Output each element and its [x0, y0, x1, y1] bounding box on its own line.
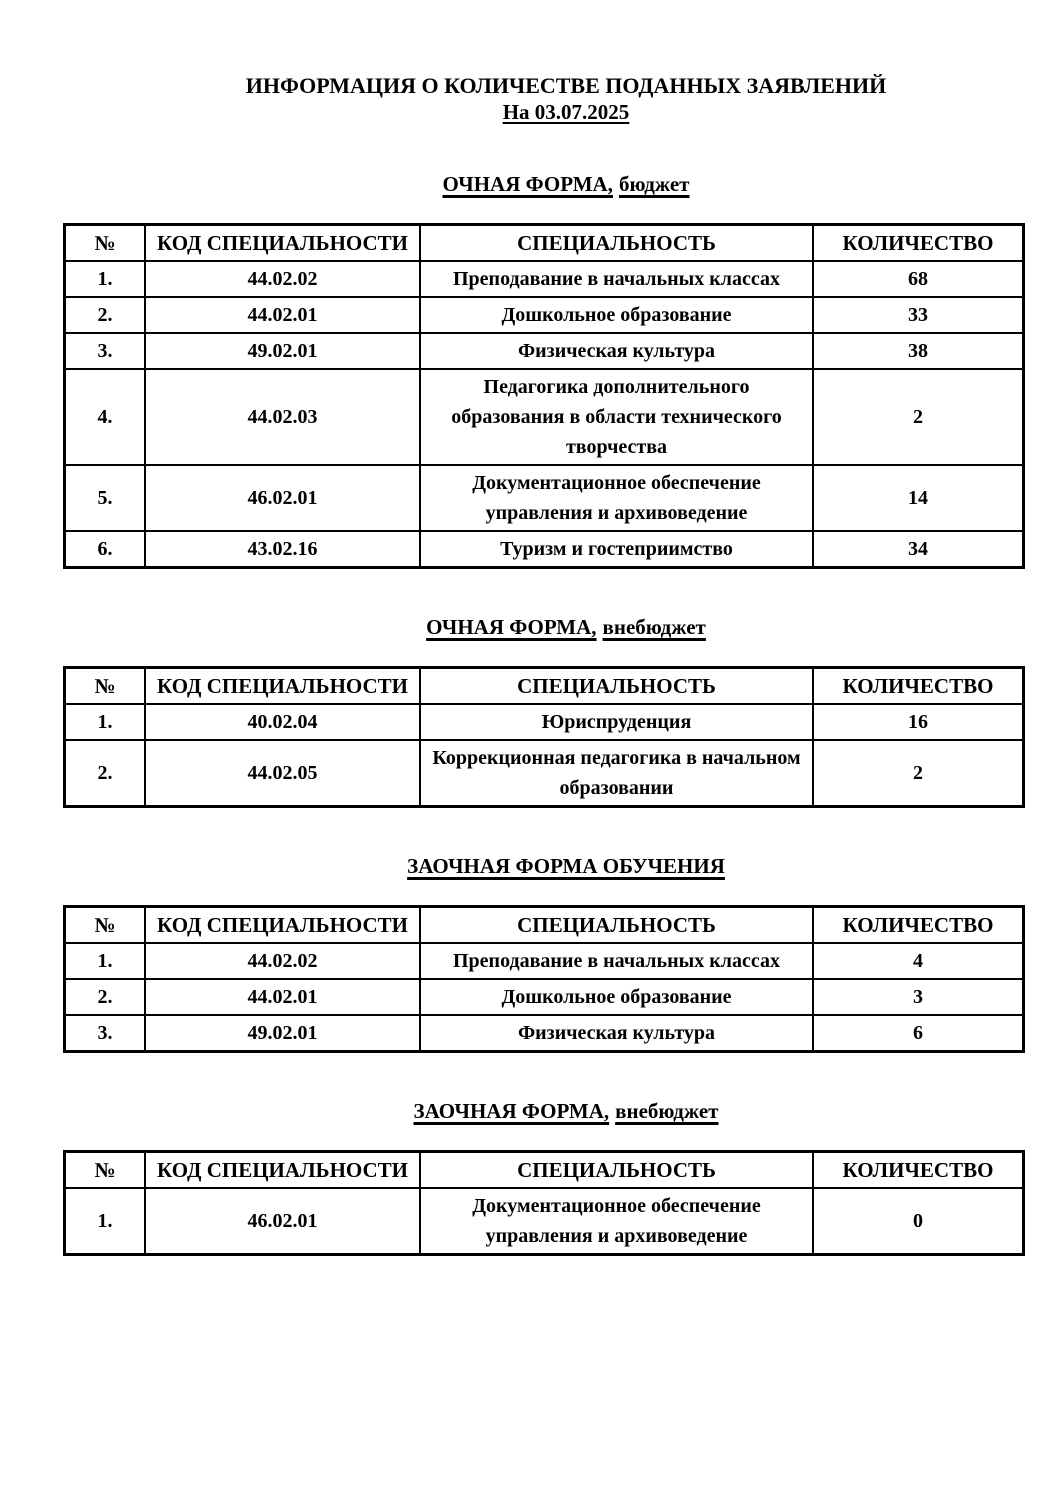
application-count: 16	[813, 704, 1024, 740]
section-correspondence-study	[63, 854, 995, 1053]
specialty-name: Дошкольное образование	[420, 979, 813, 1015]
table-header-row	[65, 225, 1024, 262]
section-heading-main: ОЧНАЯ ФОРМА,	[426, 615, 597, 639]
col-header-code: КОД СПЕЦИАЛЬНОСТИ	[145, 225, 420, 262]
specialty-code: 44.02.05	[145, 740, 420, 807]
specialty-code: 44.02.01	[145, 297, 420, 333]
table-row	[65, 465, 1024, 531]
specialty-code: 44.02.02	[145, 261, 420, 297]
report-date: На 03.07.2025	[502, 100, 630, 124]
row-number: 4.	[65, 369, 146, 465]
application-count: 34	[813, 531, 1024, 568]
table-row	[65, 943, 1024, 979]
specialty-name: Туризм и гостеприимство	[420, 531, 813, 568]
applications-table	[63, 223, 1025, 569]
col-header-num: №	[65, 668, 146, 705]
col-header-count: КОЛИЧЕСТВО	[813, 668, 1024, 705]
row-number: 5.	[65, 465, 146, 531]
row-number: 2.	[65, 740, 146, 807]
col-header-code: КОД СПЕЦИАЛЬНОСТИ	[145, 1152, 420, 1189]
section-full-time-budget	[63, 172, 995, 569]
col-header-count: КОЛИЧЕСТВО	[813, 1152, 1024, 1189]
row-number: 2.	[65, 979, 146, 1015]
specialty-name: Физическая культура	[420, 333, 813, 369]
specialty-name: Преподавание в начальных классах	[420, 943, 813, 979]
col-header-num: №	[65, 1152, 146, 1189]
specialty-name: Документационное обеспечение управления и архивоведение	[420, 1188, 813, 1255]
specialty-code: 46.02.01	[145, 1188, 420, 1255]
col-header-count: КОЛИЧЕСТВО	[813, 907, 1024, 944]
section-heading	[100, 615, 1032, 640]
specialty-name: Физическая культура	[420, 1015, 813, 1052]
col-header-specialty: СПЕЦИАЛЬНОСТЬ	[420, 225, 813, 262]
applications-table	[63, 666, 1025, 808]
section-heading-main: ОЧНАЯ ФОРМА,	[442, 172, 613, 196]
col-header-num: №	[65, 907, 146, 944]
section-correspondence-extrabudget	[63, 1099, 995, 1256]
table-row	[65, 261, 1024, 297]
section-heading-main: ЗАОЧНАЯ ФОРМА ОБУЧЕНИЯ	[407, 854, 725, 878]
row-number: 3.	[65, 333, 146, 369]
section-heading	[100, 854, 1032, 879]
row-number: 6.	[65, 531, 146, 568]
col-header-specialty: СПЕЦИАЛЬНОСТЬ	[420, 668, 813, 705]
specialty-name: Юриспруденция	[420, 704, 813, 740]
section-full-time-extrabudget	[63, 615, 995, 808]
row-number: 1.	[65, 261, 146, 297]
specialty-name: Документационное обеспечение управления и архивоведение	[420, 465, 813, 531]
specialty-name: Преподавание в начальных классах	[420, 261, 813, 297]
table-row	[65, 333, 1024, 369]
col-header-specialty: СПЕЦИАЛЬНОСТЬ	[420, 1152, 813, 1189]
section-heading-main: ЗАОЧНАЯ ФОРМА,	[413, 1099, 610, 1123]
row-number: 1.	[65, 1188, 146, 1255]
section-heading	[100, 172, 1032, 197]
application-count: 68	[813, 261, 1024, 297]
application-count: 2	[813, 740, 1024, 807]
specialty-name: Дошкольное образование	[420, 297, 813, 333]
table-row	[65, 1188, 1024, 1255]
table-row	[65, 704, 1024, 740]
application-count: 6	[813, 1015, 1024, 1052]
specialty-code: 46.02.01	[145, 465, 420, 531]
table-header-row	[65, 1152, 1024, 1189]
page-title: ИНФОРМАЦИЯ О КОЛИЧЕСТВЕ ПОДАННЫХ ЗАЯВЛЕНИЙ	[245, 73, 887, 98]
section-heading	[100, 1099, 1032, 1124]
table-row	[65, 1015, 1024, 1052]
application-count: 33	[813, 297, 1024, 333]
section-heading-sub: бюджет	[618, 172, 690, 196]
document-page	[63, 72, 995, 1436]
section-heading-sub: внебюджет	[602, 615, 706, 639]
row-number: 1.	[65, 704, 146, 740]
specialty-code: 49.02.01	[145, 1015, 420, 1052]
col-header-code: КОД СПЕЦИАЛЬНОСТИ	[145, 668, 420, 705]
applications-table	[63, 1150, 1025, 1256]
specialty-code: 44.02.02	[145, 943, 420, 979]
application-count: 0	[813, 1188, 1024, 1255]
document-header	[100, 72, 1032, 126]
specialty-code: 49.02.01	[145, 333, 420, 369]
specialty-code: 43.02.16	[145, 531, 420, 568]
application-count: 2	[813, 369, 1024, 465]
row-number: 2.	[65, 297, 146, 333]
table-row	[65, 297, 1024, 333]
application-count: 38	[813, 333, 1024, 369]
application-count: 3	[813, 979, 1024, 1015]
col-header-num: №	[65, 225, 146, 262]
row-number: 3.	[65, 1015, 146, 1052]
table-header-row	[65, 668, 1024, 705]
col-header-code: КОД СПЕЦИАЛЬНОСТИ	[145, 907, 420, 944]
col-header-count: КОЛИЧЕСТВО	[813, 225, 1024, 262]
specialty-code: 44.02.01	[145, 979, 420, 1015]
specialty-name: Коррекционная педагогика в начальном образовании	[420, 740, 813, 807]
applications-table	[63, 905, 1025, 1053]
table-row	[65, 369, 1024, 465]
col-header-specialty: СПЕЦИАЛЬНОСТЬ	[420, 907, 813, 944]
table-row	[65, 531, 1024, 568]
table-row	[65, 979, 1024, 1015]
specialty-code: 40.02.04	[145, 704, 420, 740]
table-row	[65, 740, 1024, 807]
specialty-code: 44.02.03	[145, 369, 420, 465]
specialty-name: Педагогика дополнительного образования в области технического творчества	[420, 369, 813, 465]
row-number: 1.	[65, 943, 146, 979]
bottom-margin	[63, 1256, 995, 1436]
table-header-row	[65, 907, 1024, 944]
application-count: 14	[813, 465, 1024, 531]
application-count: 4	[813, 943, 1024, 979]
section-heading-sub: внебюджет	[615, 1099, 719, 1123]
